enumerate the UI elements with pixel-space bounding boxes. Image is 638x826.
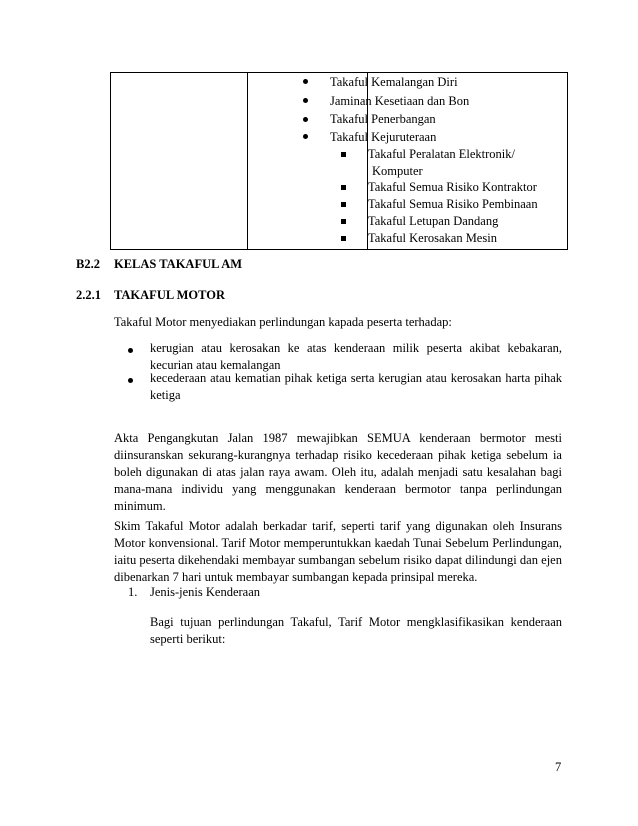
section-number-b22: B2.2 — [76, 257, 100, 271]
paragraph-akta: Akta Pengangkutan Jalan 1987 mewajibkan SEMUA kenderaan bermotor mesti diinsuranskan sekurang-kurangnya terhadap risiko kecederaan pihak ketiga sebelum ia boleh digunakan di atas jalan raya awam. Oleh itu, adalah menjadi satu kesalahan bagi mana-mana individu yang menggunakan kenderaan bermotor tanpa perlindungan minimum. — [114, 431, 562, 513]
protection-item: kecederaan atau kematian pihak ketiga serta kerugian atau kerosakan harta pihak ketiga — [150, 371, 562, 402]
table-cell-empty-1 — [111, 73, 248, 249]
paragraph-skim: Skim Takaful Motor adalah berkadar tarif, seperti tarif yang digunakan oleh Insurans Motor konvensional. Tarif Motor memperuntukkan kaedah Tunai Sebelum Perlindungan, iaitu peserta dikehendaki membayar sumbangan sebelum risiko dapat dilindungi dan ejen dibenarkan 7 hari untuk membayar sumbangan kepada prinsipal mereka. — [114, 519, 562, 584]
section-title-221: TAKAFUL MOTOR — [114, 288, 226, 302]
table-sub-bullet: Takaful Peralatan Elektronik/ — [368, 147, 515, 161]
section-title-b22: KELAS TAKAFUL AM — [114, 257, 243, 271]
numbered-item-number: 1. — [128, 585, 138, 599]
table-sub-bullet: Takaful Semua Risiko Kontraktor — [368, 180, 537, 194]
table-bullet: Jaminan Kesetiaan dan Bon — [330, 94, 470, 108]
bullet-icon — [303, 117, 308, 122]
square-bullet-icon — [341, 185, 346, 190]
numbered-item-title: Jenis-jenis Kenderaan — [150, 585, 261, 599]
bullet-icon — [128, 348, 133, 353]
square-bullet-icon — [341, 236, 346, 241]
square-bullet-icon — [341, 152, 346, 157]
square-bullet-icon — [341, 219, 346, 224]
table-sub-bullet: Takaful Letupan Dandang — [368, 214, 499, 228]
table-sub-bullet-continuation: Komputer — [372, 164, 423, 178]
bullet-icon — [303, 79, 308, 84]
intro-text: Takaful Motor menyediakan perlindungan kapada peserta terhadap: — [114, 315, 452, 329]
table-sub-bullet: Takaful Semua Risiko Pembinaan — [368, 197, 538, 211]
table-bullet: Takaful Kemalangan Diri — [330, 75, 458, 89]
table-bullet: Takaful Penerbangan — [330, 112, 436, 126]
bullet-icon — [303, 98, 308, 103]
page-number: 7 — [555, 760, 562, 774]
paragraph-tujuan: Bagi tujuan perlindungan Takaful, Tarif Motor mengklasifikasikan kenderaan seperti berikut: — [150, 615, 562, 646]
section-number-221: 2.2.1 — [76, 288, 101, 302]
protection-item: kerugian atau kerosakan ke atas kenderaan milik peserta akibat kebakaran, kecurian atau kemalangan — [150, 341, 562, 372]
table-sub-bullet: Takaful Kerosakan Mesin — [368, 231, 497, 245]
table-bullet: Takaful Kejuruteraan — [330, 130, 437, 144]
bullet-icon — [128, 378, 133, 383]
square-bullet-icon — [341, 202, 346, 207]
bullet-icon — [303, 134, 308, 139]
